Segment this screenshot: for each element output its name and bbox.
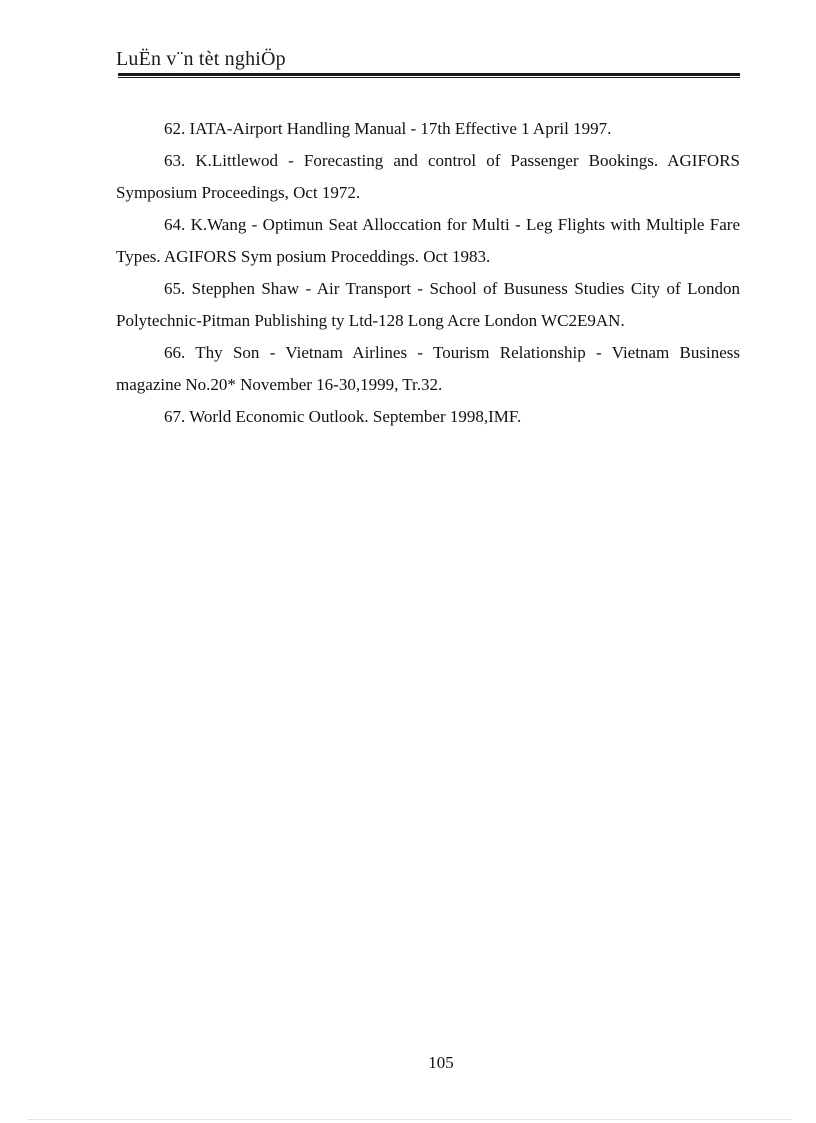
header-rule-thick [118,73,740,76]
reference-item-67: 67. World Economic Outlook. September 1998,IMF. [164,407,522,426]
reference-item-65: 65. Stepphen Shaw - Air Transport - School of Busuness Studies City of London Polytechnic-Pitman Publishing ty Ltd-128 Long Acre London WC2E9AN. [116,279,740,330]
reference-list [116,113,740,433]
reference-item-64: 64. K.Wang - Optimun Seat Alloccation for Multi - Leg Flights with Multiple Fare Types. AGIFORS Sym posium Proceddings. Oct 1983. [116,215,740,266]
reference-item-63: 63. K.Littlewod - Forecasting and control of Passenger Bookings. AGIFORS Symposium Proceedings, Oct 1972. [116,151,740,202]
reference-item-62: 62. IATA-Airport Handling Manual - 17th Effective 1 April 1997. [164,119,612,138]
running-header-title: LuËn v¨n tèt nghiÖp [116,48,286,70]
page-bottom-border [28,1119,792,1120]
page-number: 105 [428,1053,454,1072]
reference-item-66: 66. Thy Son - Vietnam Airlines - Tourism Relationship - Vietnam Business magazine No.20* November 16-30,1999, Tr.32. [116,343,740,394]
header-rule-thin [118,77,740,78]
